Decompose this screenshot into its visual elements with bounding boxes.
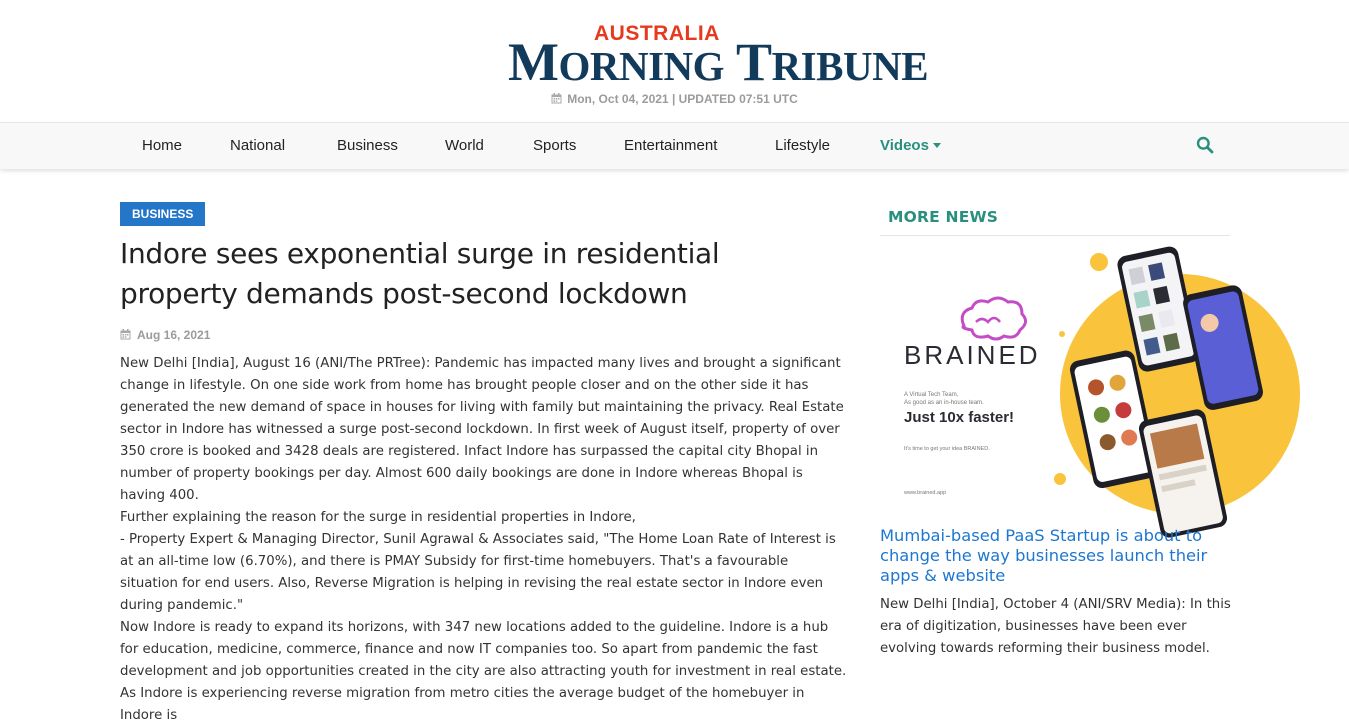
ad-tagline-1: A Virtual Tech Team, <box>904 392 959 398</box>
ad-cta: It's time to get your idea BRAINED. <box>904 446 990 452</box>
logo-country: AUSTRALIA <box>594 22 720 45</box>
nav-entertainment[interactable]: Entertainment <box>624 137 718 154</box>
divider <box>880 235 1230 236</box>
nav-sports[interactable]: Sports <box>533 137 577 154</box>
dateline <box>0 92 1349 107</box>
site-logo[interactable] <box>508 22 940 92</box>
news-thumbnail[interactable] <box>880 254 1230 516</box>
brained-ad-graphic <box>880 254 1230 516</box>
ad-brand: BRAINED <box>904 340 1041 370</box>
nav-national[interactable]: National <box>230 137 286 154</box>
ad-headline: Just 10x faster! <box>904 409 1015 426</box>
article-paragraph: - Property Expert & Managing Director, Sunil Agrawal & Associates said, "The Home Loan Rate of Interest is at an all-time low (6.70%), and there is PMAY Subsidy for first-time homebuyers. That's a favourable situation for end users. Also, Reverse Migration is helping in revising the real estate sector in Indore even during pandemic." <box>120 532 836 613</box>
calendar-icon <box>551 93 562 107</box>
more-news-link[interactable]: Mumbai-based PaaS Startup is about to change the way businesses launch their apps & website <box>880 526 1208 585</box>
nav-videos-label: Videos <box>880 137 929 154</box>
more-news-heading: MORE NEWS <box>888 208 999 226</box>
article-headline: Indore sees exponential surge in residential property demands post-second lockdown <box>120 237 720 310</box>
calendar-icon <box>120 329 131 343</box>
nav-home[interactable]: Home <box>142 137 183 154</box>
ad-tagline-2: As good as an in-house team. <box>904 400 984 406</box>
article-paragraph: Now Indore is ready to expand its horizons, with 347 new locations added to the guideline. Indore is a hub for education, medicine, commerce, finance and now IT companies too. So apart from pandemic the fast development and job opportunities created in the city are also attracting youth for investment in real estate. <box>120 620 847 679</box>
article-paragraph: As Indore is experiencing reverse migration from metro cities the average budget of the homebuyer in Indore is <box>120 686 805 723</box>
category-badge[interactable]: BUSINESS <box>120 202 205 226</box>
nav-lifestyle[interactable]: Lifestyle <box>775 137 831 154</box>
article-paragraph: Further explaining the reason for the surge in residential properties in Indore, <box>120 510 636 525</box>
nav-world[interactable]: World <box>445 137 484 154</box>
article-date <box>120 328 210 343</box>
article-date-text: Aug 16, 2021 <box>137 328 211 342</box>
article-paragraph: New Delhi [India], August 16 (ANI/The PRTree): Pandemic has impacted many lives and brought a significant change in lifestyle. On one side work from home has brought people closer and on the other side it has generated the new demand of space in houses for living with family but maintaining the privacy. Real Estate sector in Indore has witnessed a surge post-second lockdown. In first week of August itself, property of over 350 crore is booked and 3428 deals are registered. Infact Indore has surpassed the capital city Bhopal in number of property bookings per day. Almost 600 daily bookings are done in Indore whereas Bhopal is having 400. <box>120 356 844 503</box>
logo-wordmark: MORNING TRIBUNE <box>508 32 929 92</box>
nav-business[interactable]: Business <box>337 137 398 154</box>
more-news-excerpt: New Delhi [India], October 4 (ANI/SRV Media): In this era of digitization, businesses have been ever evolving towards reforming their business model. <box>880 597 1231 656</box>
caret-down-icon <box>933 143 941 148</box>
nav-videos-dropdown[interactable] <box>880 123 941 169</box>
search-icon[interactable] <box>1196 136 1216 156</box>
dateline-text: Mon, Oct 04, 2021 | UPDATED 07:51 UTC <box>567 92 798 106</box>
article-body <box>120 353 848 727</box>
ad-url: www.brained.app <box>904 490 947 496</box>
masthead <box>0 0 1349 122</box>
main-nav <box>0 122 1349 169</box>
